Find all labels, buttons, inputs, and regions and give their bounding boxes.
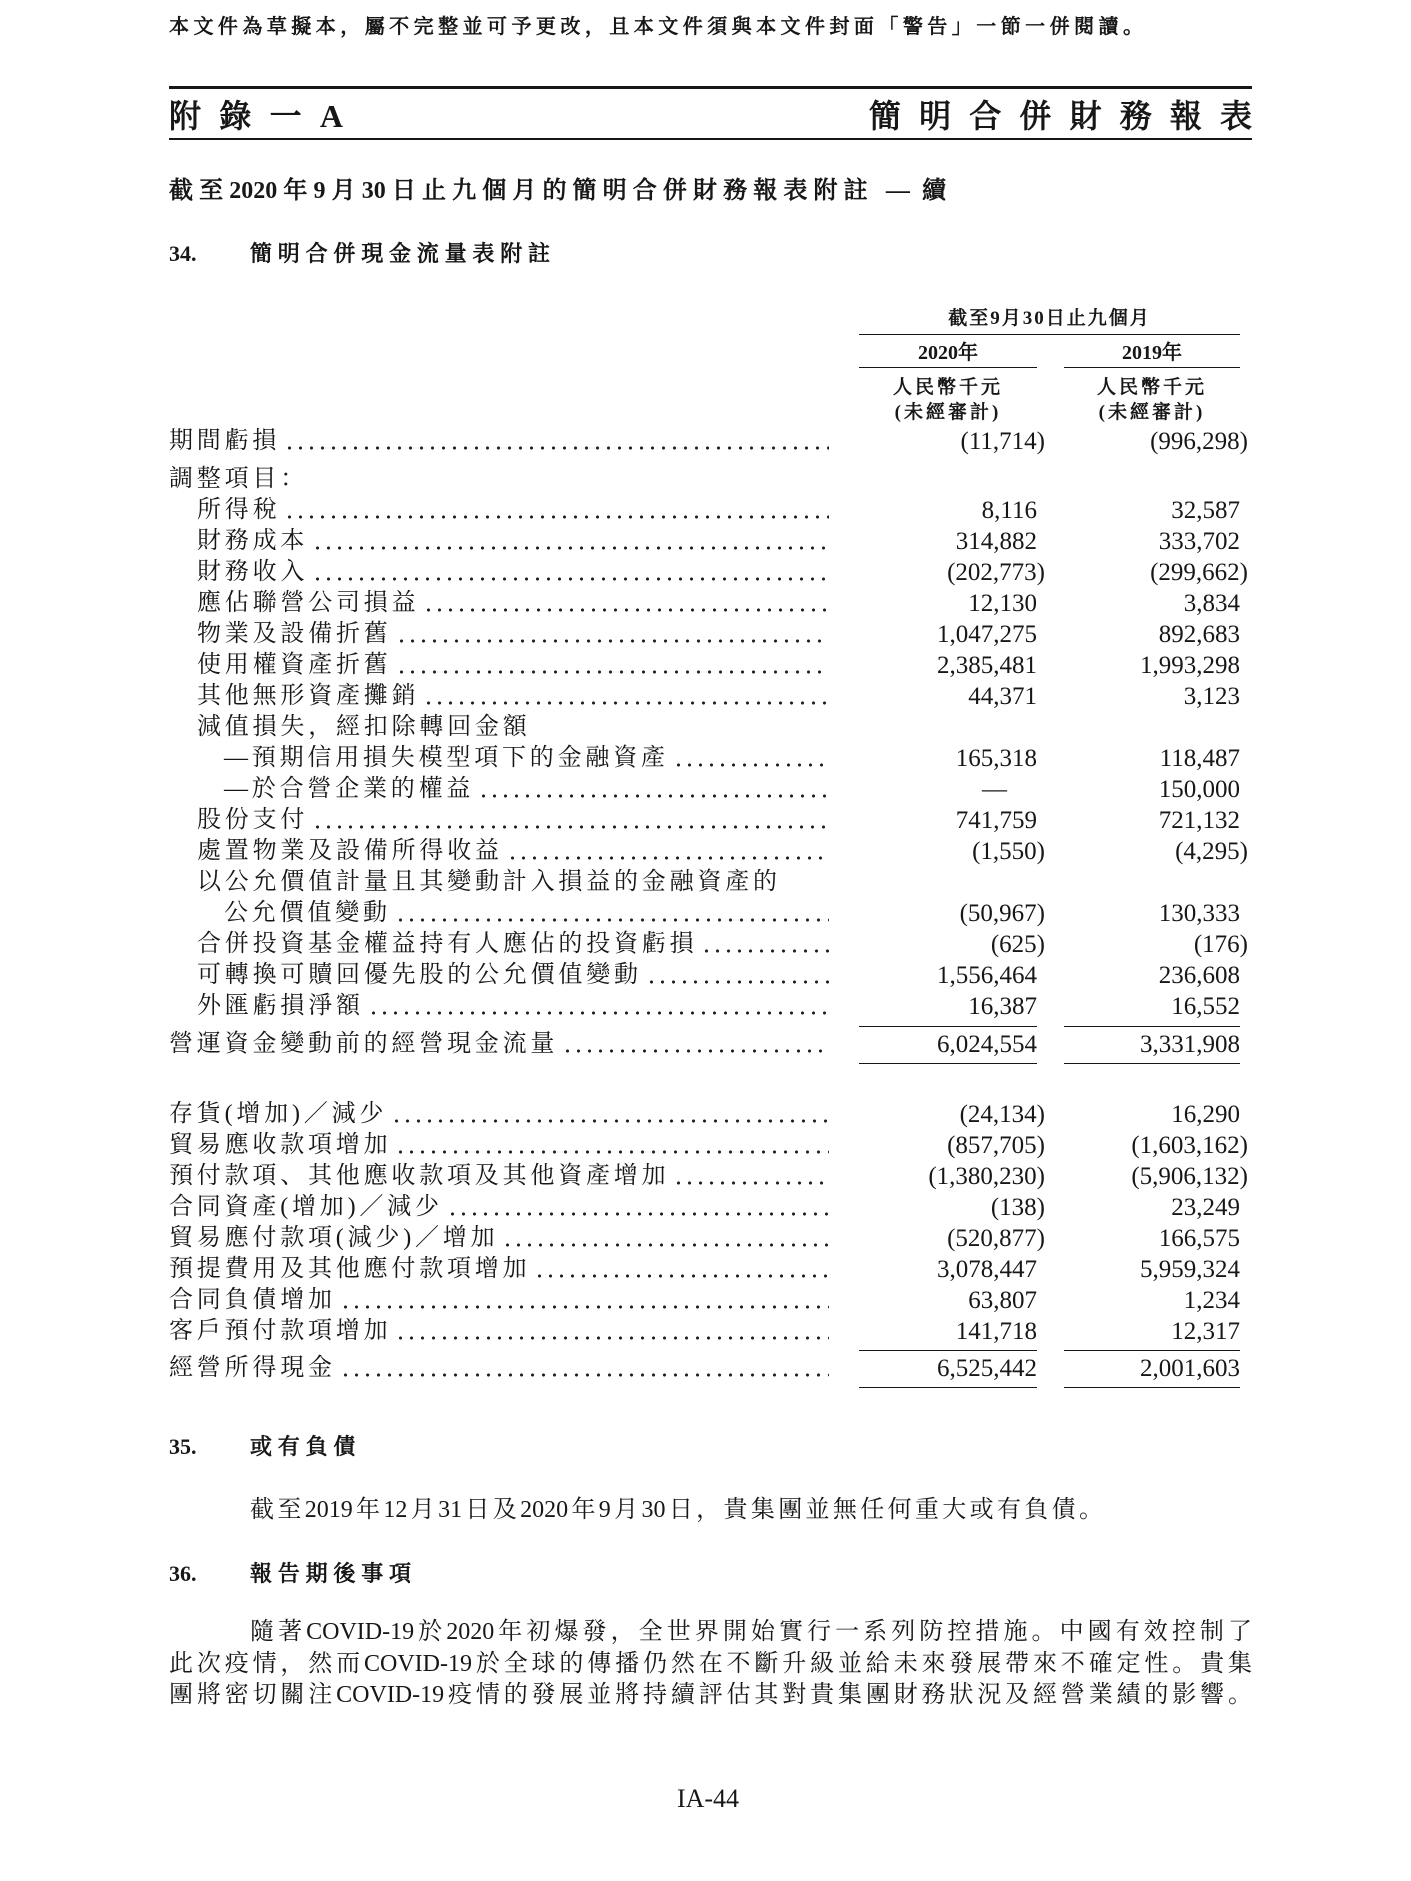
value-2020: 8,116: [981, 496, 1037, 524]
table-row: [169, 898, 1240, 929]
page-number: IA-44: [676, 1784, 740, 1813]
value-2020: (520,877): [947, 1224, 1045, 1252]
note-36-title: 報告期後事項: [250, 1561, 417, 1586]
row-label: 財務成本: [197, 527, 309, 554]
cell-2019: [1064, 1350, 1240, 1388]
row-label: 預付款項、其他應收款項及其他資產增加: [169, 1162, 670, 1189]
row-label-cell: [169, 960, 829, 991]
cell-2020: [859, 743, 1037, 774]
table-row: [169, 712, 1240, 743]
row-label-cell: [169, 1285, 829, 1316]
row-label: 其他無形資產攤銷: [197, 682, 420, 709]
row-label: 以公允價值計量且其變動計入損益的金融資產的: [197, 868, 781, 895]
cell-2019: [1064, 495, 1240, 526]
cell-2019: [1064, 526, 1240, 557]
value-2020: 3,078,447: [937, 1255, 1037, 1283]
value-2020: 1,047,275: [937, 620, 1037, 648]
value-2020: 63,807: [968, 1286, 1037, 1314]
cell-2019: [1064, 805, 1240, 836]
dot-leader: [445, 1192, 829, 1223]
value-2020: (202,773): [947, 558, 1045, 586]
value-2020: 6,525,442: [937, 1354, 1037, 1382]
value-2020: (1,380,230): [928, 1162, 1045, 1190]
row-label-cell: [169, 1130, 829, 1161]
value-2019: 16,290: [1171, 1100, 1240, 1128]
cell-2019: [1064, 1316, 1240, 1347]
audit-status-2020: (未經審計): [894, 402, 1002, 423]
table-row: [169, 1223, 1240, 1254]
cell-2019: [1064, 1254, 1240, 1285]
row-label-cell: [169, 991, 829, 1022]
value-2019: 5,959,324: [1140, 1255, 1240, 1283]
dot-leader: [338, 1285, 829, 1316]
cell-2020: [859, 1254, 1037, 1285]
value-2020: 44,371: [968, 682, 1037, 710]
row-label-cell: [169, 526, 829, 557]
value-2020: 141,718: [955, 1317, 1037, 1345]
cell-2019: [1064, 898, 1240, 929]
table-row: [169, 991, 1240, 1022]
row-label: 股份支付: [197, 806, 309, 833]
value-2020: (1,550): [972, 837, 1045, 865]
table-row: [169, 960, 1240, 991]
value-2020: 741,759: [955, 806, 1037, 834]
table-row: [169, 774, 1240, 805]
cell-2019: [1064, 557, 1248, 588]
value-2019: 236,608: [1158, 961, 1240, 989]
note-34-title: 簡明合併現金流量表附註: [250, 241, 556, 266]
table-row: [169, 1316, 1240, 1347]
year-2020-header: 2020年: [859, 340, 1037, 368]
value-2019: 1,993,298: [1140, 651, 1240, 679]
row-label-cell: [169, 1099, 829, 1130]
note-36-paragraph-line: 此次疫情，然而COVID-19於全球的傳播仍然在不斷升級並給未來發展帶來不確定性。貴集: [169, 1651, 1252, 1677]
note-36-number: 36.: [169, 1561, 197, 1586]
table-row: [169, 867, 1240, 898]
cell-2020: [859, 1161, 1045, 1192]
dot-leader: [394, 650, 829, 681]
dot-leader: [310, 526, 829, 557]
cell-2019: [1064, 426, 1248, 457]
row-label: 貿易應收款項增加: [169, 1131, 392, 1158]
row-label: 可轉換可贖回優先股的公允價值變動: [197, 961, 642, 988]
value-2020: —: [982, 775, 1007, 803]
row-label-cell: [169, 1350, 829, 1388]
row-label: 期間虧損: [169, 428, 281, 454]
dot-leader: [500, 1223, 829, 1254]
cell-2019: [1064, 1161, 1248, 1192]
cell-2020: [859, 805, 1037, 836]
row-label: 客戶預付款項增加: [169, 1317, 392, 1344]
dot-leader: [394, 619, 829, 650]
year-2019-header: 2019年: [1064, 340, 1240, 368]
value-2020: (138): [990, 1193, 1045, 1221]
dot-leader: [671, 743, 829, 774]
value-2019: 3,834: [1183, 589, 1240, 617]
row-label: 外匯虧損淨額: [197, 992, 364, 1019]
row-label-cell: [169, 426, 829, 457]
cell-2019: [1064, 588, 1240, 619]
table-row: [169, 1285, 1240, 1316]
cell-2019: [1064, 991, 1240, 1022]
row-label-cell: [169, 1192, 829, 1223]
row-label-cell: [169, 774, 829, 805]
value-2019: 892,683: [1158, 620, 1240, 648]
row-label-cell: [169, 1026, 829, 1064]
value-2019: (5,906,132): [1131, 1162, 1248, 1190]
row-label: —於合營企業的權益: [224, 775, 475, 802]
value-2019: 166,575: [1158, 1224, 1240, 1252]
dot-leader: [282, 426, 829, 457]
note-35-text: 截至2019年12月31日及2020年9月30日，貴集團並無任何重大或有負債。: [250, 1497, 1103, 1523]
note-36-paragraph-line: 團將密切關注COVID-19疫情的發展並將持續評估其對貴集團財務狀況及經營業績的影響。: [169, 1682, 1252, 1708]
value-2019: (1,603,162): [1131, 1131, 1248, 1159]
value-2019: 12,317: [1171, 1317, 1240, 1345]
row-label: 預提費用及其他應付款項增加: [169, 1255, 531, 1282]
cell-2020: [859, 1099, 1045, 1130]
table-row: [169, 650, 1240, 681]
row-label-cell: [169, 1316, 829, 1347]
value-2019: 721,132: [1158, 806, 1240, 834]
dot-leader: [366, 991, 829, 1022]
row-label-cell: [169, 929, 829, 960]
currency-2020: 人民幣千元: [892, 377, 1003, 398]
row-label: —預期信用損失模型項下的金融資產: [224, 744, 669, 771]
table-row: [169, 619, 1240, 650]
value-2019: 130,333: [1158, 899, 1240, 927]
dot-leader: [421, 681, 829, 712]
row-label: 處置物業及設備所得收益: [197, 837, 503, 864]
cash-flow-table: [169, 426, 1248, 1388]
value-2020: (625): [990, 930, 1045, 958]
row-label-cell: [169, 557, 829, 588]
row-label: 物業及設備折舊: [197, 620, 392, 647]
row-label: 調整項目：: [169, 465, 308, 492]
cell-2020: [859, 1316, 1037, 1347]
row-label: 公允價值變動: [224, 899, 391, 926]
row-label: 營運資金變動前的經營現金流量: [169, 1030, 559, 1057]
table-row: [169, 495, 1240, 526]
cell-2019: [1064, 1099, 1240, 1130]
row-label: 合同負債增加: [169, 1286, 336, 1313]
cell-2019: [1064, 619, 1240, 650]
table-row: [169, 805, 1240, 836]
cell-2020: [859, 1350, 1037, 1388]
value-2020: 16,387: [968, 992, 1037, 1020]
cell-2020: [859, 1223, 1045, 1254]
value-2019: 16,552: [1171, 992, 1240, 1020]
value-2019: (996,298): [1150, 428, 1248, 455]
table-row: [169, 836, 1248, 867]
cell-2020: [859, 426, 1045, 457]
currency-2019: 人民幣千元: [1096, 377, 1207, 398]
table-row: [169, 1099, 1240, 1130]
row-label: 應佔聯營公司損益: [197, 589, 420, 616]
value-2019: 3,331,908: [1140, 1030, 1240, 1058]
table-row: [169, 681, 1240, 712]
cell-2020: [859, 650, 1037, 681]
cell-2020: [859, 1285, 1037, 1316]
value-2019: (176): [1193, 930, 1248, 958]
note-36-paragraph-line: 隨著COVID-19於2020年初爆發，全世界開始實行一系列防控措施。中國有效控制了: [250, 1619, 1252, 1645]
row-label: 財務收入: [197, 558, 309, 585]
value-2020: (857,705): [947, 1131, 1045, 1159]
cell-2019: [1064, 1223, 1240, 1254]
dot-leader: [699, 929, 829, 960]
cell-2020: [859, 991, 1037, 1022]
row-label-cell: [169, 1254, 829, 1285]
cell-2019: [1064, 836, 1248, 867]
value-2019: 3,123: [1183, 682, 1240, 710]
subtotal-row: [169, 1026, 1240, 1064]
row-label-cell: [169, 681, 829, 712]
cell-2019: [1064, 1192, 1240, 1223]
row-label-cell: [169, 495, 829, 526]
row-label: 減值損失，經扣除轉回金額: [197, 713, 531, 740]
row-label-cell: [169, 588, 829, 619]
table-row: [169, 526, 1240, 557]
cell-2019: [1064, 1026, 1240, 1064]
row-label-cell: [169, 867, 829, 898]
table-row: [169, 464, 1240, 495]
row-label: 經營所得現金: [169, 1354, 336, 1381]
value-2020: 1,556,464: [937, 961, 1037, 989]
row-label-cell: [169, 464, 829, 495]
row-label: 所得稅: [197, 496, 281, 523]
cell-2019: [1064, 650, 1240, 681]
cell-2019: [1064, 960, 1240, 991]
dot-leader: [393, 898, 829, 929]
dot-leader: [421, 588, 829, 619]
value-2020: 165,318: [955, 744, 1037, 772]
row-label-cell: [169, 619, 829, 650]
header-rule-top: [169, 86, 1252, 89]
cell-2020: [859, 960, 1037, 991]
dot-leader: [393, 1316, 829, 1347]
audit-status-2019: (未經審計): [1098, 402, 1206, 423]
table-row: [169, 743, 1240, 774]
page-subtitle: 截至2020年9月30日止九個月的簡明合併財務報表附註 — 續: [169, 178, 946, 204]
table-row: [169, 929, 1248, 960]
value-2020: (11,714): [960, 428, 1045, 455]
row-label: 存貨(增加)／減少: [169, 1100, 388, 1127]
note-34-number: 34.: [169, 241, 197, 266]
row-label-cell: [169, 898, 829, 929]
row-label: 合同資產(增加)／減少: [169, 1193, 443, 1220]
dot-leader: [644, 960, 829, 991]
cell-2020: [859, 1192, 1045, 1223]
cell-2020: [859, 929, 1045, 960]
value-2019: (4,295): [1175, 837, 1248, 865]
value-2019: 32,587: [1171, 496, 1240, 524]
table-row: [169, 588, 1240, 619]
value-2019: 1,234: [1183, 1286, 1240, 1314]
table-row: [169, 1254, 1240, 1285]
value-2020: (24,134): [959, 1100, 1045, 1128]
row-label-cell: [169, 712, 829, 743]
cell-2020: [859, 836, 1045, 867]
cell-2020: [859, 774, 1037, 805]
value-2020: 12,130: [968, 589, 1037, 617]
cell-2020: [859, 495, 1037, 526]
table-row: [169, 557, 1248, 588]
table-row: [169, 426, 1248, 457]
table-row: [169, 1161, 1248, 1192]
dot-leader: [560, 1026, 829, 1064]
table-row: [169, 1130, 1248, 1161]
row-label-cell: [169, 743, 829, 774]
dot-leader: [282, 495, 829, 526]
value-2019: 23,249: [1171, 1193, 1240, 1221]
cell-2020: [859, 557, 1045, 588]
cell-2019: [1064, 681, 1240, 712]
dot-leader: [338, 1350, 829, 1388]
cell-2020: [859, 588, 1037, 619]
value-2019: 333,702: [1158, 527, 1240, 555]
dot-leader: [671, 1161, 829, 1192]
row-label-cell: [169, 805, 829, 836]
cell-2020: [859, 526, 1037, 557]
cell-2020: [859, 1026, 1037, 1064]
statement-title: 簡明合併財務報表: [869, 98, 1252, 134]
row-label-cell: [169, 1223, 829, 1254]
period-header: 截至9月30日止九個月: [859, 306, 1240, 335]
dot-leader: [505, 836, 829, 867]
note-35-title: 或有負債: [250, 1434, 362, 1459]
value-2020: 2,385,481: [937, 651, 1037, 679]
header-rule-bottom: [169, 138, 1252, 140]
value-2019: 150,000: [1158, 775, 1240, 803]
row-label: 貿易應付款項(減少)／增加: [169, 1224, 499, 1251]
dot-leader: [393, 1130, 829, 1161]
row-label-cell: [169, 836, 829, 867]
note-35-number: 35.: [169, 1434, 197, 1459]
cell-2019: [1064, 929, 1248, 960]
value-2020: 314,882: [955, 527, 1037, 555]
cell-2019: [1064, 743, 1240, 774]
draft-notice: 本文件為草擬本，屬不完整並可予更改，且本文件須與本文件封面「警告」一節一併閱讀。: [169, 16, 1143, 38]
table-row: [169, 1192, 1240, 1223]
total-row: [169, 1350, 1240, 1388]
cell-2020: [859, 681, 1037, 712]
value-2020: (50,967): [959, 899, 1045, 927]
value-2019: 118,487: [1159, 744, 1240, 772]
dot-leader: [389, 1099, 829, 1130]
row-label: 使用權資產折舊: [197, 651, 392, 678]
cell-2020: [859, 898, 1045, 929]
value-2019: 2,001,603: [1140, 1354, 1240, 1382]
dot-leader: [310, 805, 829, 836]
cell-2019: [1064, 774, 1240, 805]
row-label: 合併投資基金權益持有人應佔的投資虧損: [197, 930, 698, 957]
row-label-cell: [169, 650, 829, 681]
value-2019: (299,662): [1150, 558, 1248, 586]
dot-leader: [476, 774, 829, 805]
appendix-label: 附錄一A: [169, 98, 343, 134]
dot-leader: [532, 1254, 829, 1285]
cell-2020: [859, 1130, 1045, 1161]
value-2020: 6,024,554: [937, 1030, 1037, 1058]
dot-leader: [310, 557, 829, 588]
cell-2019: [1064, 1285, 1240, 1316]
cell-2019: [1064, 1130, 1248, 1161]
row-label-cell: [169, 1161, 829, 1192]
cell-2020: [859, 619, 1037, 650]
